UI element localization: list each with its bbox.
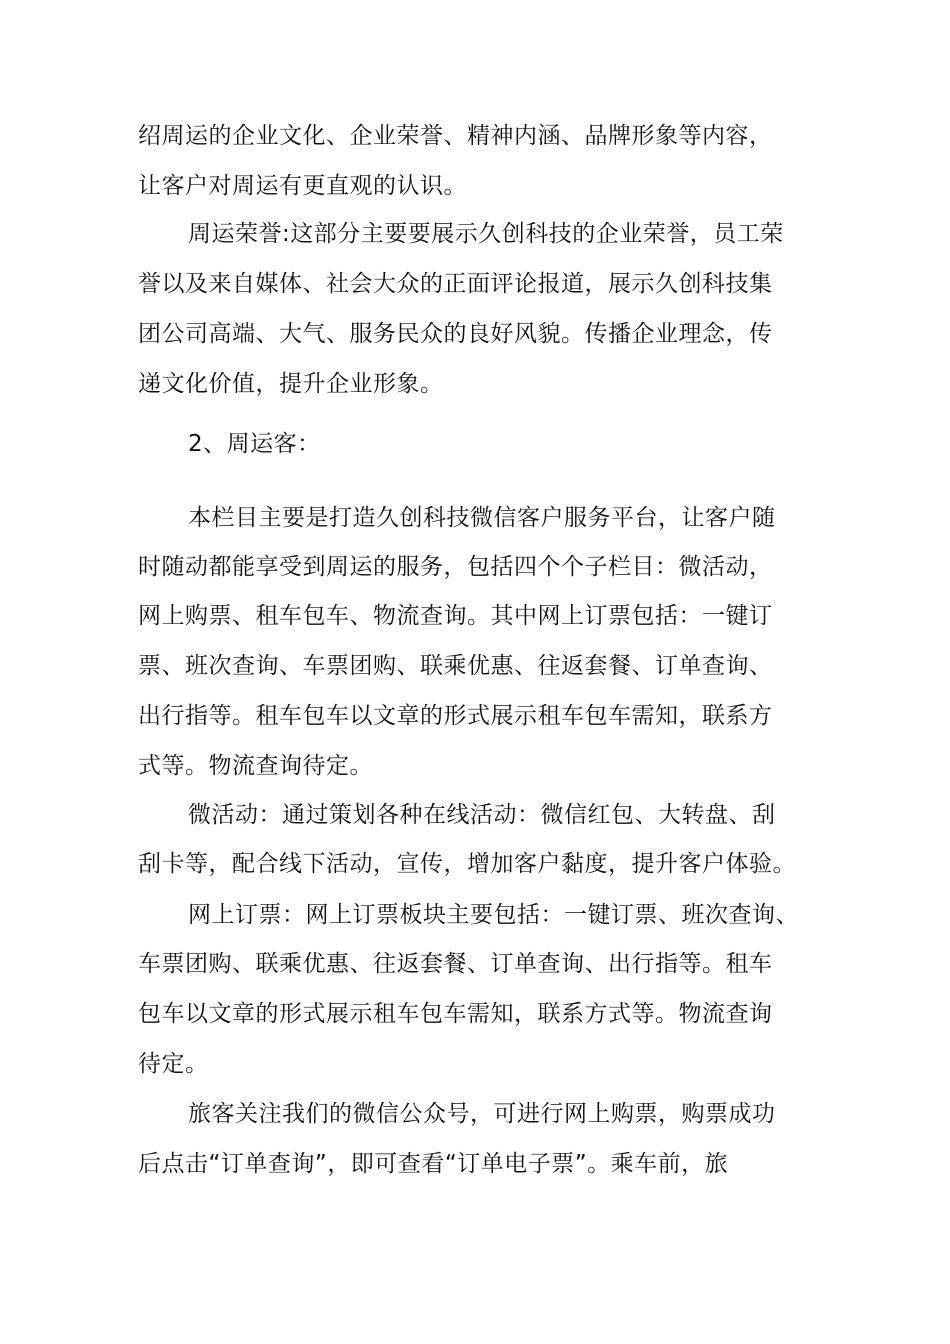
text-line: 票、班次查询、车票团购、联乘优惠、往返套餐、订单查询、 (138, 653, 773, 679)
text-line: 包车以文章的形式展示租车包车需知，联系方式等。物流查询 (138, 1001, 773, 1027)
text-line: 绍周运的企业文化、企业荣誉、精神内涵、品牌形象等内容， (138, 123, 773, 149)
text-line: 誉以及来自媒体、社会大众的正面评论报道，展示久创科技集 (138, 271, 773, 297)
paragraph-start-line: 周运荣誉:这部分主要要展示久创科技的企业荣誉，员工荣 (188, 221, 784, 247)
text-line: 网上购票、租车包车、物流查询。其中网上订票包括：一键订 (138, 603, 773, 629)
text-line: 让客户对周运有更直观的认识。 (138, 173, 467, 199)
paragraph-start-line: 旅客关注我们的微信公众号，可进行网上购票，购票成功 (188, 1101, 776, 1127)
text-line: 团公司高端、大气、服务民众的良好风貌。传播企业理念，传 (138, 321, 773, 347)
text-line: 出行指等。租车包车以文章的形式展示租车包车需知，联系方 (138, 703, 773, 729)
text-line: 待定。 (138, 1051, 209, 1077)
text-line: 式等。物流查询待定。 (138, 753, 373, 779)
text-line: 时随动都能享受到周运的服务，包括四个个子栏目：微活动， (138, 554, 773, 580)
text-line: 递文化价值，提升企业形象。 (138, 371, 444, 397)
text-line: 刮卡等，配合线下活动，宣传，增加客户黏度，提升客户体验。 (138, 851, 796, 877)
text-line: 车票团购、联乘优惠、往返套餐、订单查询、出行指等。租车 (138, 951, 773, 977)
paragraph-start-line: 微活动：通过策划各种在线活动：微信红包、大转盘、刮 (188, 802, 776, 828)
paragraph-start-line: 网上订票：网上订票板块主要包括：一键订票、班次查询、 (188, 902, 799, 928)
paragraph-start-line: 本栏目主要是打造久创科技微信客户服务平台，让客户随 (188, 505, 776, 531)
text-line: 后点击“订单查询”，即可查看“订单电子票”。乘车前，旅 (138, 1151, 729, 1177)
section-heading: 2、周运客： (188, 431, 321, 457)
